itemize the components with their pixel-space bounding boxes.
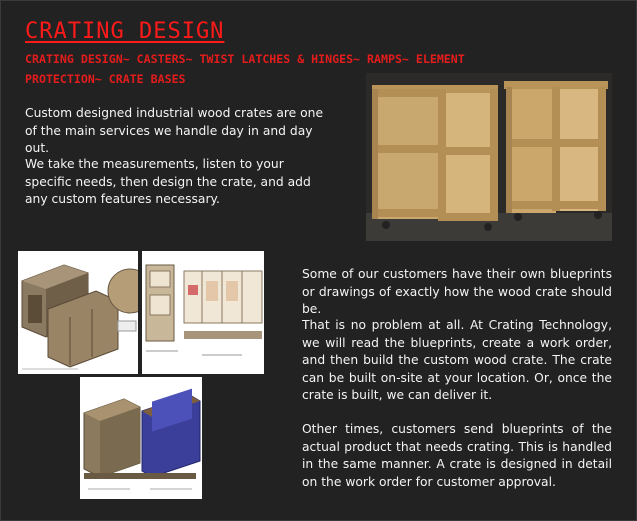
crates-photo: [366, 73, 612, 241]
blueprint-drawing-panels: [142, 251, 264, 374]
page-subtitle: CRATING DESIGN~ CASTERS~ TWIST LATCHES & HINGES~ RAMPS~ ELEMENT PROTECTION~ CRATE BASES: [25, 52, 465, 86]
page-title: CRATING DESIGN: [25, 19, 225, 44]
blueprint-drawing-assembled: [80, 377, 202, 499]
intro-paragraph-1: Custom designed industrial wood crates are one of the main services we handle day in and day out.: [25, 106, 324, 155]
blueprint-drawing-exploded: [18, 251, 138, 374]
body-paragraph-3: Other times, customers send blueprints of the actual product that needs crating. This is handled in the same manner. A crate is designed in detail on the work order for customer approval.: [302, 422, 612, 489]
body-paragraph-1: Some of our customers have their own blueprints or drawings of exactly how the wood crate should be.: [302, 267, 612, 316]
intro-paragraph-2: We take the measurements, listen to your specific needs, then design the crate, and add any custom features necessary.: [25, 157, 311, 206]
body-paragraph-2: That is no problem at all. At Crating Technology, we will read the blueprints, create a work order, and then build the custom wood crate. The crate can be built on-site at your location. Or, once the crate is built, we can deliver it.: [302, 318, 612, 402]
